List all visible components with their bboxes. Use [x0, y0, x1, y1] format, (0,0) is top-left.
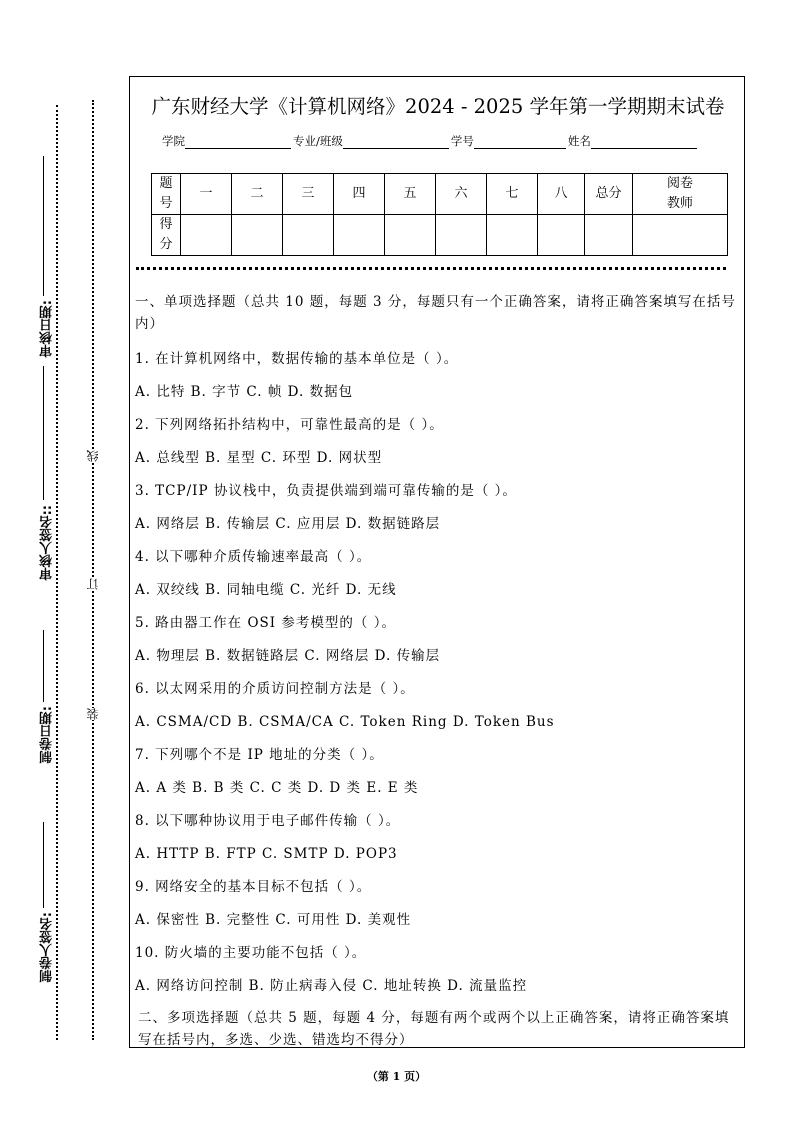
- student-id-label: 学号: [450, 134, 474, 148]
- approve-signature-label: 审核人签名::: [40, 505, 55, 581]
- exam-body: [135, 291, 741, 1059]
- options-3: A. 网络层 B. 传输层 C. 应用层 D. 数据链路层: [135, 516, 441, 532]
- major-field[interactable]: [343, 134, 449, 149]
- question-5: 5. 路由器工作在 OSI 参考模型的（ ）。: [135, 615, 396, 631]
- question-4: 4. 以下哪种介质传输速率最高（ ）。: [135, 549, 372, 565]
- page-number: （第 1 页）: [366, 1070, 427, 1083]
- exam-frame: [129, 76, 745, 1048]
- options-10: A. 网络访问控制 B. 防止病毒入侵 C. 地址转换 D. 流量监控: [135, 978, 528, 994]
- options-1: A. 比特 B. 字节 C. 帧 D. 数据包: [135, 384, 354, 400]
- score-col-5: 五: [385, 174, 436, 215]
- name-field[interactable]: [591, 134, 697, 149]
- score-cell[interactable]: [181, 215, 232, 256]
- question-2: 2. 下列网络拓扑结构中，可靠性最高的是（ ）。: [135, 417, 444, 433]
- options-7: A. A 类 B. B 类 C. C 类 D. D 类 E. E 类: [135, 780, 419, 796]
- make-signature-line: [43, 822, 44, 908]
- question-10: 10. 防火墙的主要功能不包括（ ）。: [135, 945, 367, 961]
- score-cell[interactable]: [436, 215, 487, 256]
- score-table-row2-label: 得 分: [152, 215, 181, 256]
- score-col-2: 二: [232, 174, 283, 215]
- question-8: 8. 以下哪种协议用于电子邮件传输（ ）。: [135, 813, 401, 829]
- binding-dotted-line-left: [56, 105, 58, 1040]
- approve-date-label: 审核日期:: [40, 300, 55, 358]
- score-cell-grader[interactable]: [633, 215, 728, 256]
- score-cell[interactable]: [487, 215, 538, 256]
- score-col-grader: 阅卷 教师: [633, 174, 728, 215]
- score-col-8: 八: [538, 174, 585, 215]
- score-col-1: 一: [181, 174, 232, 215]
- question-6: 6. 以太网采用的介质访问控制方法是（ ）。: [135, 681, 415, 697]
- binding-staple-char: 订: [86, 578, 100, 590]
- name-label: 姓名: [567, 134, 591, 148]
- make-date-label: 制卷日期:: [40, 706, 55, 764]
- score-col-6: 六: [436, 174, 487, 215]
- make-signature-label: 制卷人签名:: [40, 912, 55, 983]
- student-id-field[interactable]: [474, 134, 566, 149]
- score-cell[interactable]: [385, 215, 436, 256]
- section-divider: [136, 267, 726, 270]
- options-9: A. 保密性 B. 完整性 C. 可用性 D. 美观性: [135, 912, 412, 928]
- binding-line-char: 线: [86, 450, 100, 462]
- question-1: 1. 在计算机网络中，数据传输的基本单位是（ ）。: [135, 351, 459, 367]
- score-table-row1-label: 题 号: [152, 174, 181, 215]
- score-table: [151, 173, 728, 256]
- question-9: 9. 网络安全的基本目标不包括（ ）。: [135, 879, 372, 895]
- college-field[interactable]: [185, 134, 291, 149]
- score-cell[interactable]: [283, 215, 334, 256]
- score-col-3: 三: [283, 174, 334, 215]
- options-5: A. 物理层 B. 数据链路层 C. 网络层 D. 传输层: [135, 648, 441, 664]
- section-2-header: 二、多项选择题（总共 5 题，每题 4 分，每题有两个或两个以上正确答案，请将正确答案填写在括号内，多选、少选、错选均不得分）: [138, 1010, 730, 1048]
- major-label: 专业/班级: [293, 134, 343, 148]
- question-7: 7. 下列哪个不是 IP 地址的分类（ ）。: [135, 747, 384, 763]
- score-table-header-row: [152, 174, 728, 215]
- question-3: 3. TCP/IP 协议栈中，负责提供端到端可靠传输的是（ ）。: [135, 483, 517, 499]
- approve-date-line: [43, 156, 44, 296]
- score-col-4: 四: [334, 174, 385, 215]
- college-label: 学院: [162, 134, 185, 148]
- options-6: A. CSMA/CD B. CSMA/CA C. Token Ring D. Token Bus: [135, 714, 555, 730]
- score-table-score-row: [152, 215, 728, 256]
- binding-install-char: 装: [86, 708, 100, 720]
- options-2: A. 总线型 B. 星型 C. 环型 D. 网状型: [135, 450, 383, 466]
- exam-title: 广东财经大学《计算机网络》2024 - 2025 学年第一学期期末试卷: [151, 95, 725, 118]
- score-cell-total[interactable]: [585, 215, 633, 256]
- student-info-row: [162, 133, 699, 149]
- binding-dotted-line-right: [92, 100, 94, 1040]
- score-cell[interactable]: [232, 215, 283, 256]
- score-col-7: 七: [487, 174, 538, 215]
- score-cell[interactable]: [538, 215, 585, 256]
- score-cell[interactable]: [334, 215, 385, 256]
- score-col-total: 总分: [585, 174, 633, 215]
- approve-signature-line: [43, 366, 44, 500]
- section-1-header: 一、单项选择题（总共 10 题，每题 3 分，每题只有一个正确答案，请将正确答案填写在括号内）: [135, 294, 736, 332]
- make-date-line: [43, 630, 44, 702]
- options-4: A. 双绞线 B. 同轴电缆 C. 光纤 D. 无线: [135, 582, 397, 598]
- options-8: A. HTTP B. FTP C. SMTP D. POP3: [135, 846, 398, 862]
